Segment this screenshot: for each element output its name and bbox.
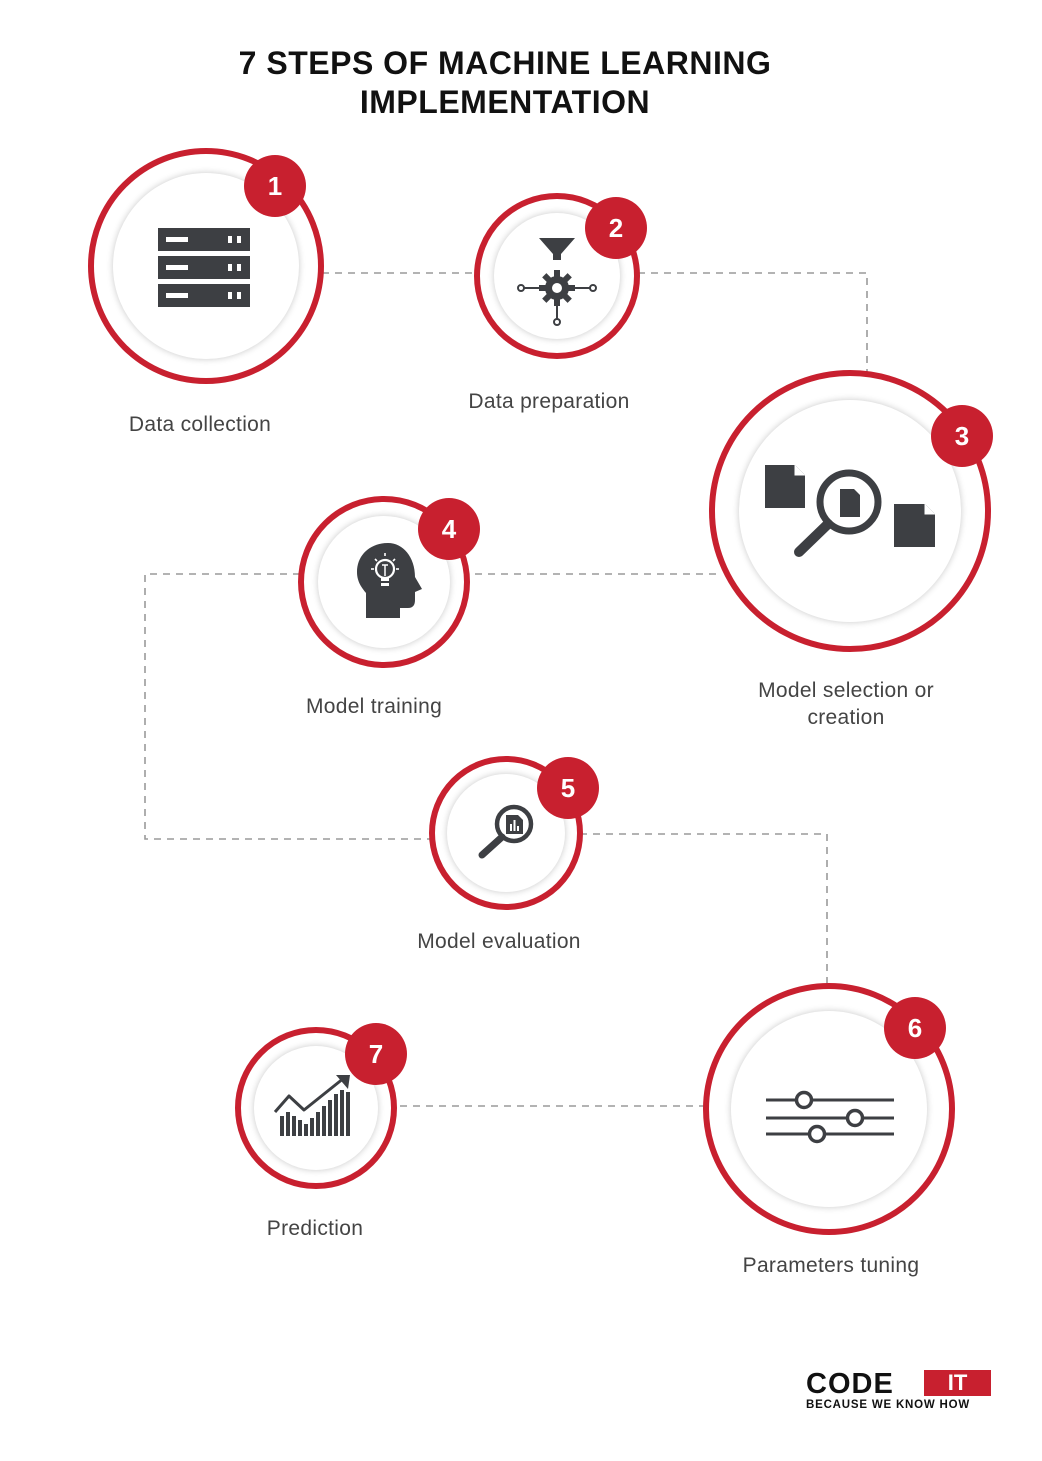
logo-word: CODE <box>806 1368 894 1400</box>
logo-tagline: BECAUSE WE KNOW HOW <box>806 1399 971 1411</box>
step-3-label <box>716 677 976 731</box>
logo-box: IT <box>924 1370 991 1396</box>
title-line-1: 7 STEPS OF MACHINE LEARNING <box>238 45 772 81</box>
step-2-badge: 2 <box>585 197 647 259</box>
growth-chart-icon <box>272 1072 354 1138</box>
funnel-gear-icon <box>517 236 597 326</box>
step-6-badge: 6 <box>884 997 946 1059</box>
step-3-badge: 3 <box>931 405 993 467</box>
step-3-label-line-2: creation <box>807 706 885 729</box>
step-2-label: Data preparation <box>468 390 630 413</box>
step-7-badge: 7 <box>345 1023 407 1085</box>
connector-5-6 <box>580 834 827 985</box>
head-lightbulb-icon <box>352 540 426 620</box>
magnifier-chart-icon <box>476 802 540 862</box>
step-1-label: Data collection <box>128 413 272 436</box>
step-3-label-line-1: Model selection or <box>758 679 934 702</box>
connector-2-3 <box>638 273 867 372</box>
brand-logo <box>806 1368 994 1414</box>
title-line-2: IMPLEMENTATION <box>359 84 651 120</box>
step-4-badge: 4 <box>418 498 480 560</box>
document-magnifier-icon <box>762 462 940 560</box>
server-icon <box>156 226 252 310</box>
step-6-label: Parameters tuning <box>742 1254 920 1277</box>
step-5-badge: 5 <box>537 757 599 819</box>
step-5-label: Model evaluation <box>417 930 581 953</box>
sliders-icon <box>762 1086 898 1146</box>
step-1-badge: 1 <box>244 155 306 217</box>
step-7-label: Prediction <box>266 1217 364 1240</box>
step-4-label: Model training <box>305 695 443 718</box>
